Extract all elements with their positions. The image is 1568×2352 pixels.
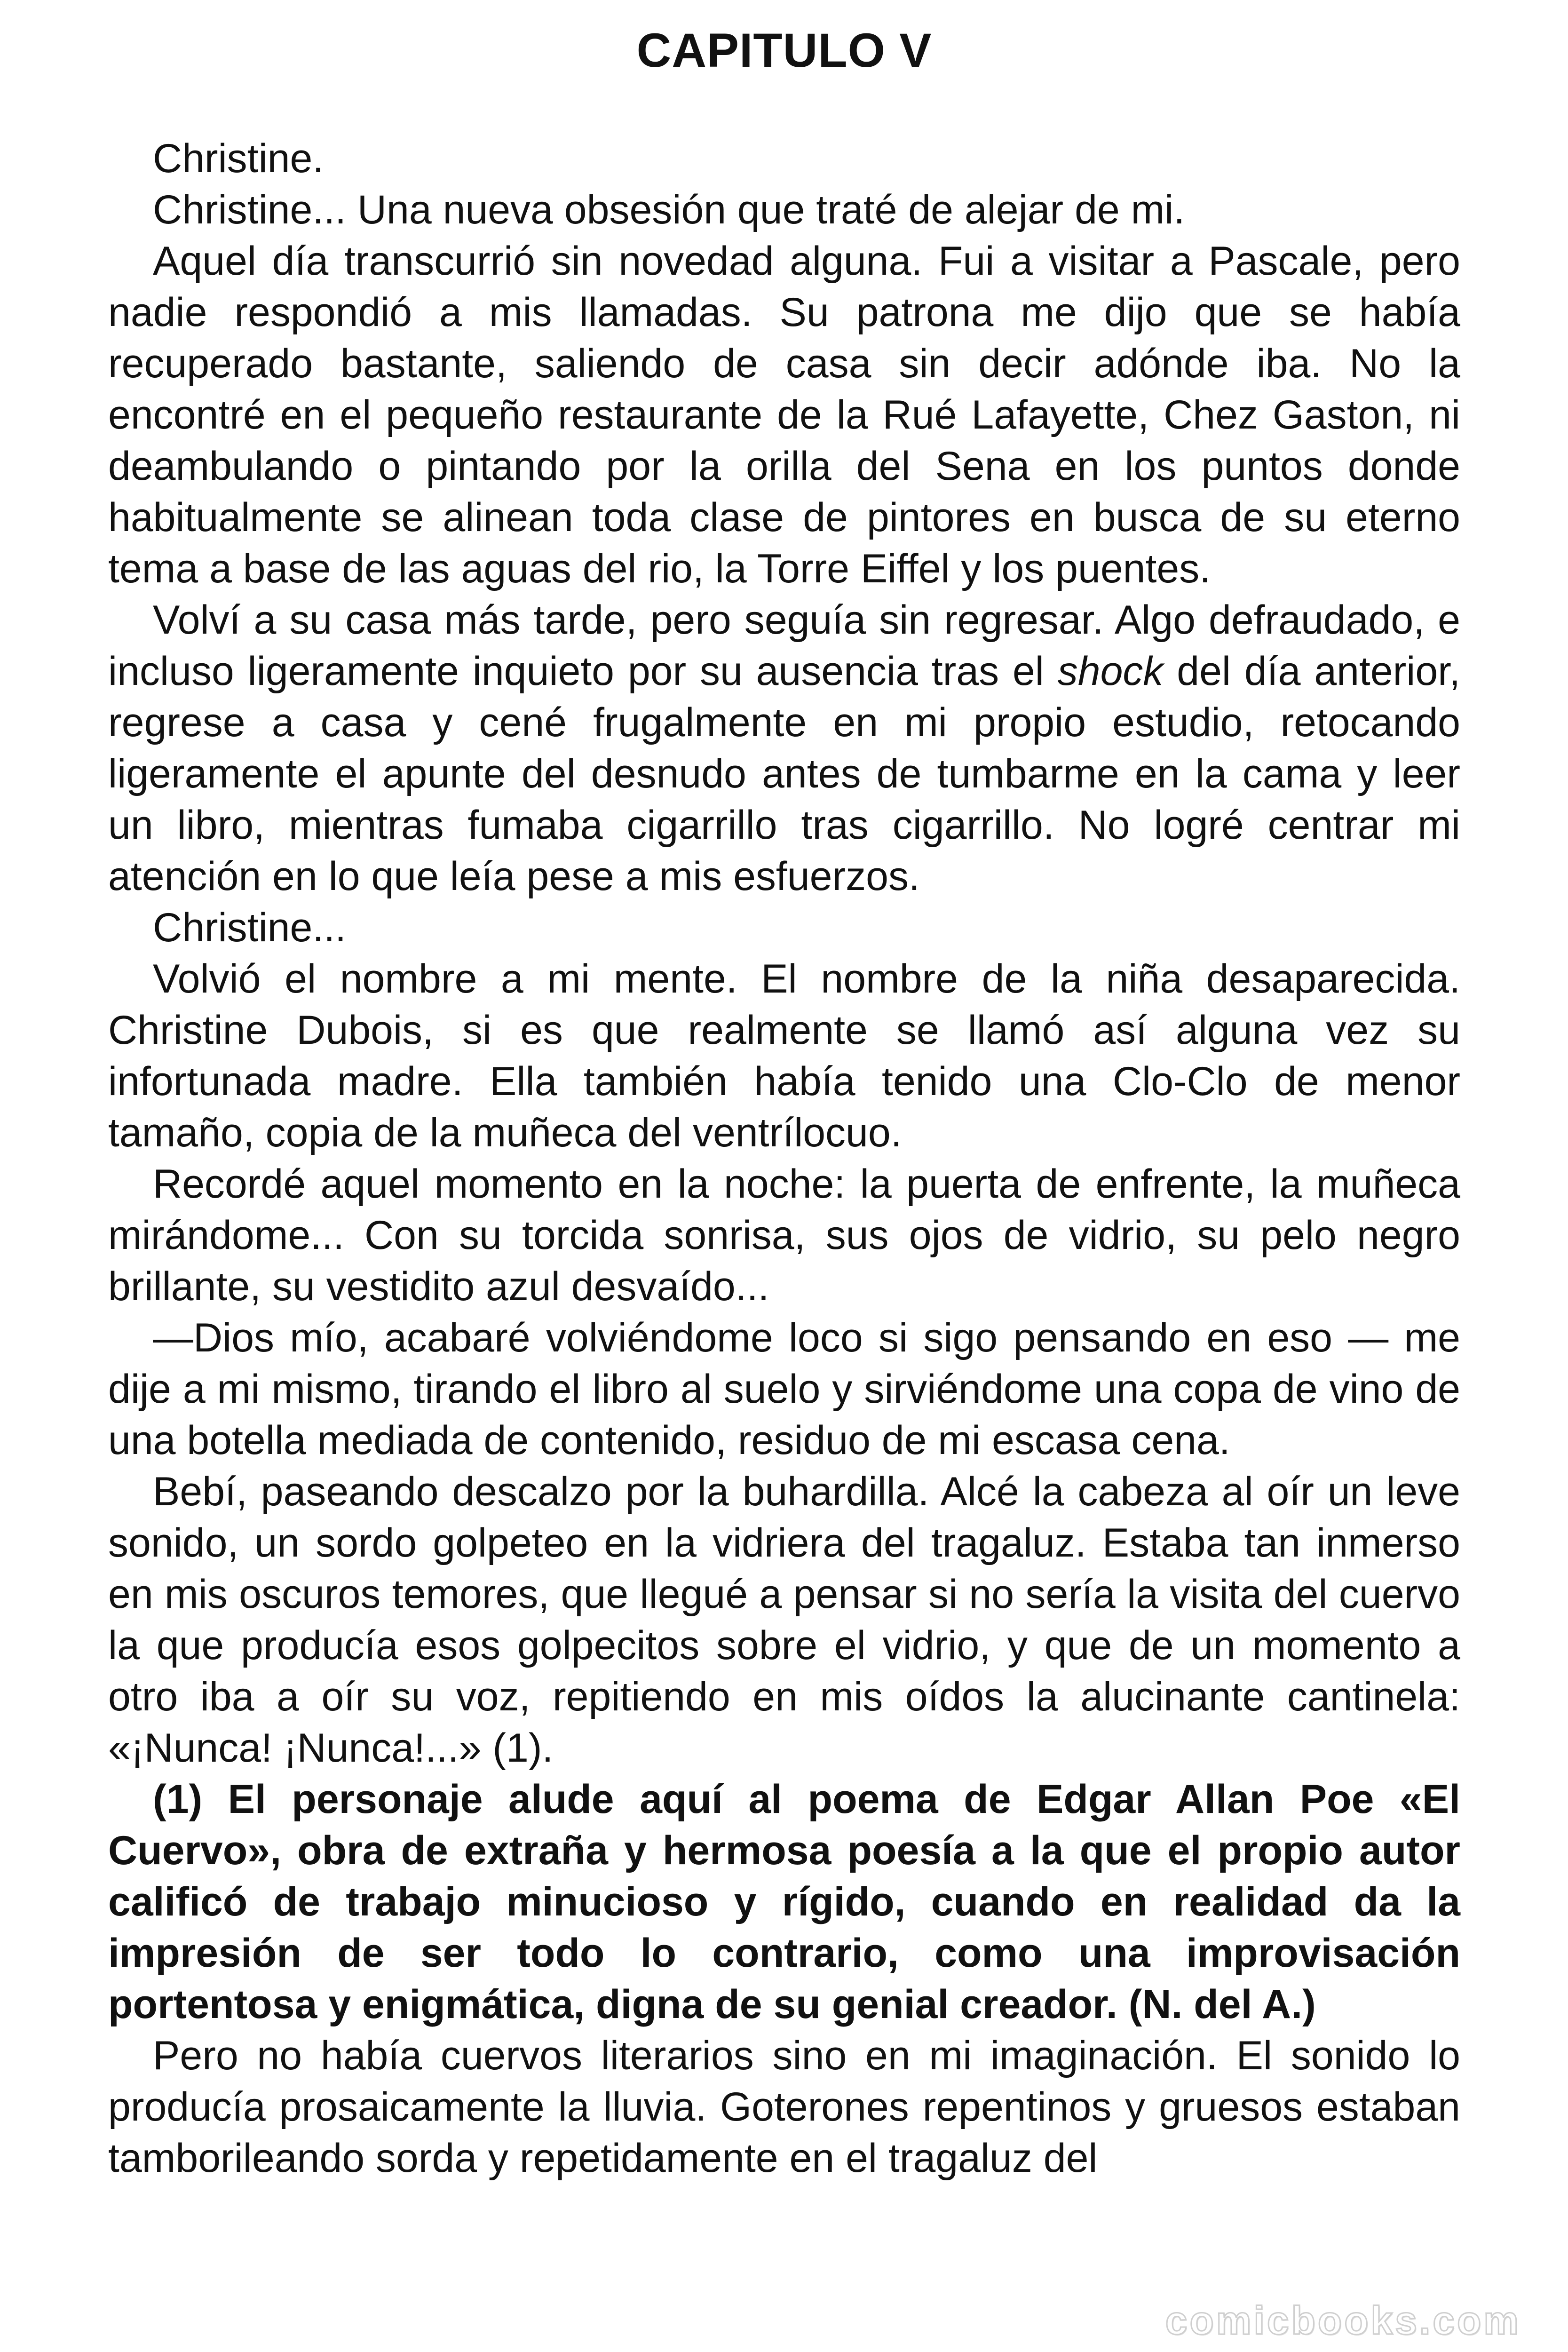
paragraph: Christine...: [153, 905, 347, 950]
italic-word: shock: [1057, 649, 1164, 694]
paragraph: —Dios mío, acabaré volviéndome loco si sigo pensando en eso — me dije a mi mismo, tirando el libro al suelo y sirviéndome una copa de vino de una botella mediada de contenido, residuo de mi escasa cena.: [108, 1315, 1460, 1463]
paragraph: Aquel día transcurrió sin novedad alguna. Fui a visitar a Pascale, pero nadie respondió a mis llamadas. Su patrona me dijo que se había recuperado bastante, saliendo de casa sin decir adónde iba. No la encontré en el pequeño restaurante de la Rué Lafayette, Chez Gaston, ni deambulando o pintando por la orilla del Sena en los puntos donde habitualmente se alinean toda clase de pintores en busca de su eterno tema a base de las aguas del rio, la Torre Eiffel y los puentes.: [108, 238, 1460, 591]
book-page: [108, 19, 1460, 2184]
chapter-body: [108, 133, 1460, 2184]
paragraph: Christine.: [153, 136, 324, 181]
paragraph: Recordé aquel momento en la noche: la puerta de enfrente, la muñeca mirándome... Con su torcida sonrisa, sus ojos de vidrio, su pelo negro brillante, su vestidito azul desvaído...: [108, 1161, 1460, 1309]
paragraph: Christine... Una nueva obsesión que traté de alejar de mi.: [153, 187, 1185, 232]
chapter-title: CAPITULO V: [636, 24, 932, 77]
footnote: (1) El personaje alude aquí al poema de Edgar Allan Poe «El Cuervo», obra de extraña y hermosa poesía a la que el propio autor calificó de trabajo minucioso y rígido, cuando en realidad da la impresión de ser todo lo contrario, como una improvisación portentosa y enigmática, digna de su genial creador. (N. del A.): [108, 1777, 1460, 2027]
paragraph: Bebí, paseando descalzo por la buhardilla. Alcé la cabeza al oír un leve sonido, un sordo golpeteo en la vidriera del tragaluz. Estaba tan inmerso en mis oscuros temores, que llegué a pensar si no sería la visita del cuervo la que producía esos golpecitos sobre el vidrio, y que de un momento a otro iba a oír su voz, repitiendo en mis oídos la alucinante cantinela: «¡Nunca! ¡Nunca!...» (1).: [108, 1469, 1460, 1771]
paragraph-with-italic: [108, 595, 1460, 902]
paragraph-text: del día anterior, regrese a casa y cené frugalmente en mi propio estudio, retocando ligeramente el apunte del desnudo antes de tumbarme en la cama y leer un libro, mientras fumaba cigarrillo tras cigarrillo. No logré centrar mi atención en lo que leía pese a mis esfuerzos.: [108, 649, 1460, 899]
paragraph: Volvió el nombre a mi mente. El nombre de la niña desaparecida. Christine Dubois, si es que realmente se llamó así alguna vez su infortunada madre. Ella también había tenido una Clo-Clo de menor tamaño, copia de la muñeca del ventrílocuo.: [108, 956, 1460, 1155]
paragraph: Pero no había cuervos literarios sino en mi imaginación. El sonido lo producía prosaicamente la lluvia. Goterones repentinos y gruesos estaban tamborileando sorda y repetidamente en el tragaluz del: [108, 2033, 1460, 2181]
watermark: comicbooks.com: [1165, 2298, 1521, 2343]
paragraph-text: Volví a su casa más tarde, pero seguía sin regresar. Algo defraudado, e incluso ligeramente inquieto por su ausencia tras el: [108, 597, 1460, 694]
